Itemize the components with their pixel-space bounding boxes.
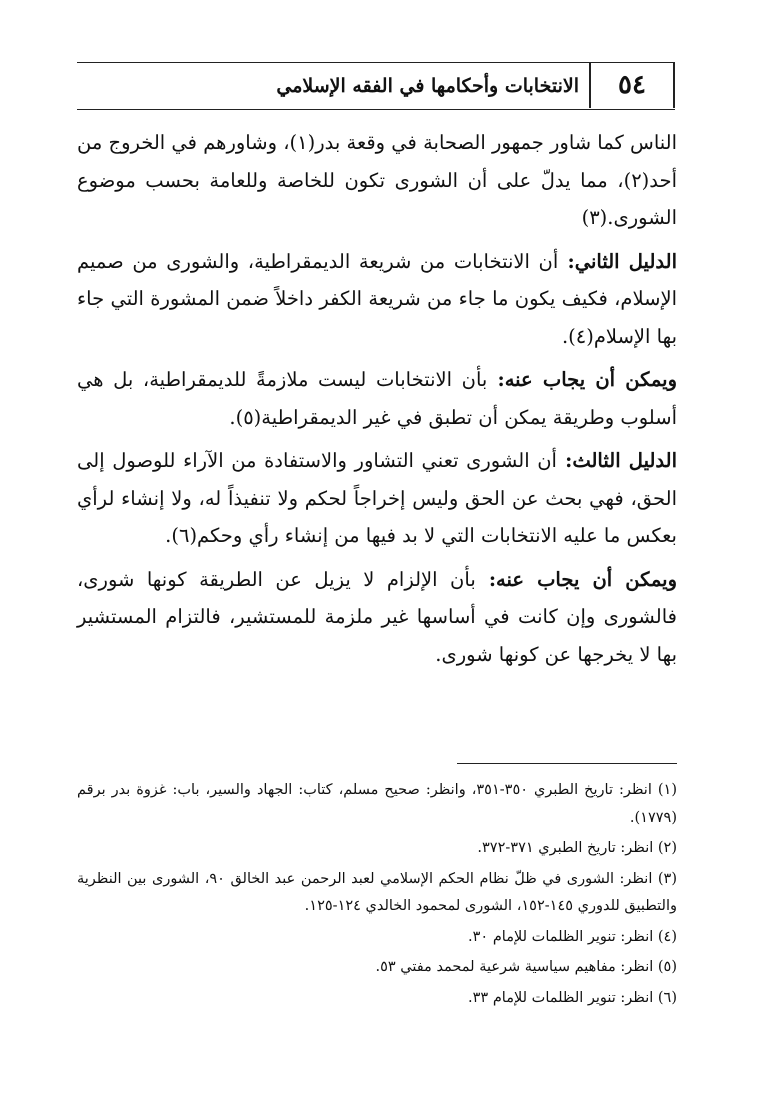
paragraph-reply-2 <box>77 561 677 674</box>
paragraph-text: أن الانتخابات من شريعة الديمقراطية، والشورى من صميم الإسلام، فكيف يكون ما جاء من شريعة الكفر داخلاً ضمن المشورة التي جاء بها الإسلام(٤). <box>77 249 677 348</box>
paragraph-lead: ويمكن أن يجاب عنه: <box>475 567 677 591</box>
paragraph-text: الناس كما شاور جمهور الصحابة في وقعة بدر(١)، وشاورهم في الخروج من أحد(٢)، مما يدلّ على أن الشورى تكون للخاصة وللعامة بحسب موضوع الشورى.(٣) <box>77 131 678 229</box>
paragraph-text: أن الشورى تعني التشاور والاستفادة من الآراء للوصول إلى الحق، فهي بحث عن الحق وليس إخراجاً لحكم ولا تنفيذاً له، ولا إنشاء لرأي بعكس ما عليه الانتخابات التي لا بد فيها من إنشاء رأي وحكم(٦). <box>77 449 677 547</box>
footnotes <box>77 777 677 1015</box>
paragraph-reply-1 <box>77 361 677 436</box>
paragraph-evidence-2 <box>77 243 677 356</box>
main-text <box>77 124 677 679</box>
paragraph-text: بأن الإلزام لا يزيل عن الطريقة كونها شورى، فالشورى وإن كانت في أساسها غير ملزمة للمستشير، فالتزام المستشير بها لا يخرجها عن كونها شورى. <box>77 567 677 666</box>
footnote-3: (٣) انظر: الشورى في ظلّ نظام الحكم الإسلامي لعبد الرحمن عبد الخالق ٩٠، الشورى بين النظرية والتطبيق للدوري ١٤٥-١٥٢، الشورى لمحمود الخالدي ١٢٤-١٢٥. <box>77 870 677 914</box>
paragraph-evidence-3 <box>77 442 677 555</box>
paragraph-lead: ويمكن أن يجاب عنه: <box>487 368 678 391</box>
page-number: ٥٤ <box>589 62 675 108</box>
footnote-6: (٦) انظر: تنوير الظلمات للإمام ٣٣. <box>468 989 677 1006</box>
footnote-4: (٤) انظر: تنوير الظلمات للإمام ٣٠. <box>468 928 677 945</box>
footnote-2: (٢) انظر: تاريخ الطبري ٣٧١-٣٧٢. <box>477 840 677 856</box>
footnote-1: (١) انظر: تاريخ الطبري ٣٥٠-٣٥١، وانظر: صحيح مسلم، كتاب: الجهاد والسير، باب: غزوة بدر برقم (١٧٧٩). <box>77 782 677 826</box>
footnote-5: (٥) انظر: مفاهيم سياسية شرعية لمحمد مفتي ٥٣. <box>375 959 677 975</box>
running-title: الانتخابات وأحكامها في الفقه الإسلامي <box>276 75 579 97</box>
paragraph-lead: الدليل الثاني: <box>558 249 677 273</box>
paragraph-continuation <box>77 124 677 237</box>
paragraph-text: بأن الانتخابات ليست ملازمةً للديمقراطية، بل هي أسلوب وطريقة يمكن أن تطبق في غير الديمقراطية(٥). <box>77 368 677 429</box>
running-header <box>77 62 675 110</box>
footnote-separator <box>457 763 677 764</box>
paragraph-lead: الدليل الثالث: <box>556 449 677 472</box>
